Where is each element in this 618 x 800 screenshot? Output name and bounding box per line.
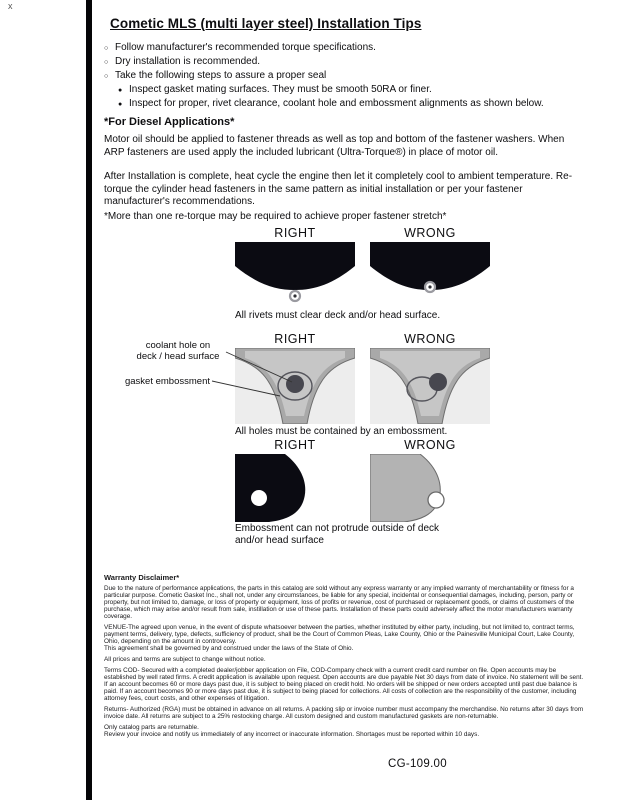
warranty-paragraph: Returns- Authorized (RGA) must be obtained in advance on all returns. A packing slip or invoice number must accompany the merchandise. No returns after 30 days from invoice date. All returns are subject to a 25% restocking charge. All custom designed and custom manufactured gaskets are non-returnable.	[104, 706, 584, 720]
rivet-wrong-illustration	[370, 242, 490, 304]
embossment-caption: All holes must be contained by an embossment.	[235, 426, 448, 437]
warranty-heading: Warranty Disclaimer*	[104, 573, 180, 582]
right-label-row1: RIGHT	[274, 226, 316, 240]
list-item-text: Dry installation is recommended.	[115, 56, 261, 67]
warranty-paragraph: Due to the nature of performance applications, the parts in this catalog are sold without any express warranty or any implied warranty of merchantability or fitness for a particular purpose. Cometic Gasket Inc., shall not, under any circumstances, be liable for any special, incidental or consequential damages, including, person, party or property, but not limited to, damage, or loss of property or equipment, loss of profits or revenue, cost of purchased or replacement goods, or claims of customers of the purchase, which may arise and/or result from sale, instillation or use of these parts. Installation of these parts could adversely affect the motor manufacturers warranty coverage.	[104, 585, 575, 620]
protrude-wrong-illustration	[370, 454, 490, 522]
embossment-wrong-diagram	[370, 348, 490, 424]
rivet-caption: All rivets must clear deck and/or head surface.	[235, 310, 441, 321]
coolant-hole-callout-line2: deck / head surface	[136, 351, 220, 362]
list-item	[104, 55, 588, 69]
retorque-note: *More than one re-torque may be required to achieve proper fastener stretch*	[104, 211, 447, 222]
gasket-embossment-callout: gasket embossment	[124, 376, 210, 387]
warranty-paragraph: All prices and terms are subject to change without notice.	[104, 656, 266, 663]
open-bullet-icon: ○	[104, 73, 109, 80]
filled-bullet-icon: ●	[118, 87, 123, 94]
diesel-paragraph-1: Motor oil should be applied to fastener threads as well as top and bottom of the fastener washers. When ARP fasteners are used apply the included lubricant (Ultra-Torque®) in place of motor oil.	[104, 134, 565, 158]
list-item	[104, 41, 588, 55]
protrude-right-illustration	[235, 454, 355, 522]
protrude-wrong-diagram	[370, 454, 490, 522]
warranty-paragraph: Terms COD- Secured with a completed dealer/jobber application on File, COD-Company check with a current credit card number on file. Open accounts may be established by well rated firms. A credit application is available upon request. Open accounts are due payable Net 30 days from date of invoice. No statement will be sent. If an account becomes 60 or more days past due, it is subject to being placed on credit hold. No orders will be shipped or new orders accepted until past due balance is paid. If an account becomes 90 or more days past due, it is subject to being placed for collections. All costs of collection are the responsibility of the customer, including attorney fees, court costs, and other expenses of litigation.	[104, 667, 584, 702]
rivet-wrong-diagram	[370, 242, 490, 304]
list-item-text: Inspect gasket mating surfaces. They must be smooth 50RA or finer.	[129, 84, 432, 95]
rivet-right-diagram	[235, 242, 355, 304]
warranty-paragraph: Review your invoice and notify us immediately of any incorrect or inaccurate information. Shortages must be reported within 10 days.	[104, 731, 480, 738]
embossment-wrong-illustration	[370, 348, 490, 424]
warranty-disclaimer	[104, 574, 586, 738]
corner-mark: x	[8, 1, 13, 11]
list-item	[104, 97, 588, 111]
coolant-hole-callout-line1: coolant hole on	[145, 340, 211, 351]
rivet-right-illustration	[235, 242, 355, 304]
catalog-page-code: CG-109.00	[388, 758, 447, 770]
diesel-applications-heading: *For Diesel Applications*	[104, 116, 235, 128]
warranty-paragraph: This agreement shall be governed by and construed under the laws of the State of Ohio.	[104, 645, 354, 652]
diesel-paragraph-2: After Installation is complete, heat cycle the engine then let it completely cool to ambient temperature. Re-torque the cylinder head fasteners in the same pattern as initial installation or per your fastener manufacturer's recommendations.	[104, 171, 573, 207]
list-item-text: Take the following steps to assure a proper seal	[115, 70, 327, 81]
protrude-right-diagram	[235, 454, 355, 522]
right-label-row2: RIGHT	[274, 332, 316, 346]
protrude-caption: Embossment can not protrude outside of deck and/or head surface	[235, 523, 440, 546]
list-item	[104, 83, 588, 97]
open-bullet-icon: ○	[104, 59, 109, 66]
warranty-paragraph: Only catalog parts are returnable.	[104, 724, 199, 731]
filled-bullet-icon: ●	[118, 101, 123, 108]
coolant-hole-callout	[128, 340, 228, 362]
wrong-label-row2: WRONG	[404, 332, 456, 346]
embossment-right-illustration	[235, 348, 355, 424]
diagram-section	[104, 226, 588, 552]
installation-tips-list	[104, 41, 588, 111]
list-item	[104, 69, 588, 83]
warranty-paragraph: VENUE-The agreed upon venue, in the event of dispute whatsoever between the parties, whether instituted by either party, including, but not limited to, contract terms, payment terms, delivery, type, defects, sufficiency of product, shall be the Court of Common Pleas, Lake County, Ohio or the Painesville Municipal Court, Lake County, Ohio, depending on the amount in controversy.	[104, 624, 575, 645]
page-title: Cometic MLS (multi layer steel) Installation Tips	[110, 16, 422, 31]
page-binding-bar	[86, 0, 92, 800]
wrong-label-row3: WRONG	[404, 438, 456, 452]
wrong-label-row1: WRONG	[404, 226, 456, 240]
list-item-text: Inspect for proper, rivet clearance, coolant hole and embossment alignments as shown below.	[129, 98, 544, 109]
document-body	[104, 0, 588, 800]
embossment-right-diagram	[235, 348, 355, 424]
right-label-row3: RIGHT	[274, 438, 316, 452]
list-item-text: Follow manufacturer's recommended torque specifications.	[115, 42, 376, 53]
open-bullet-icon: ○	[104, 45, 109, 52]
